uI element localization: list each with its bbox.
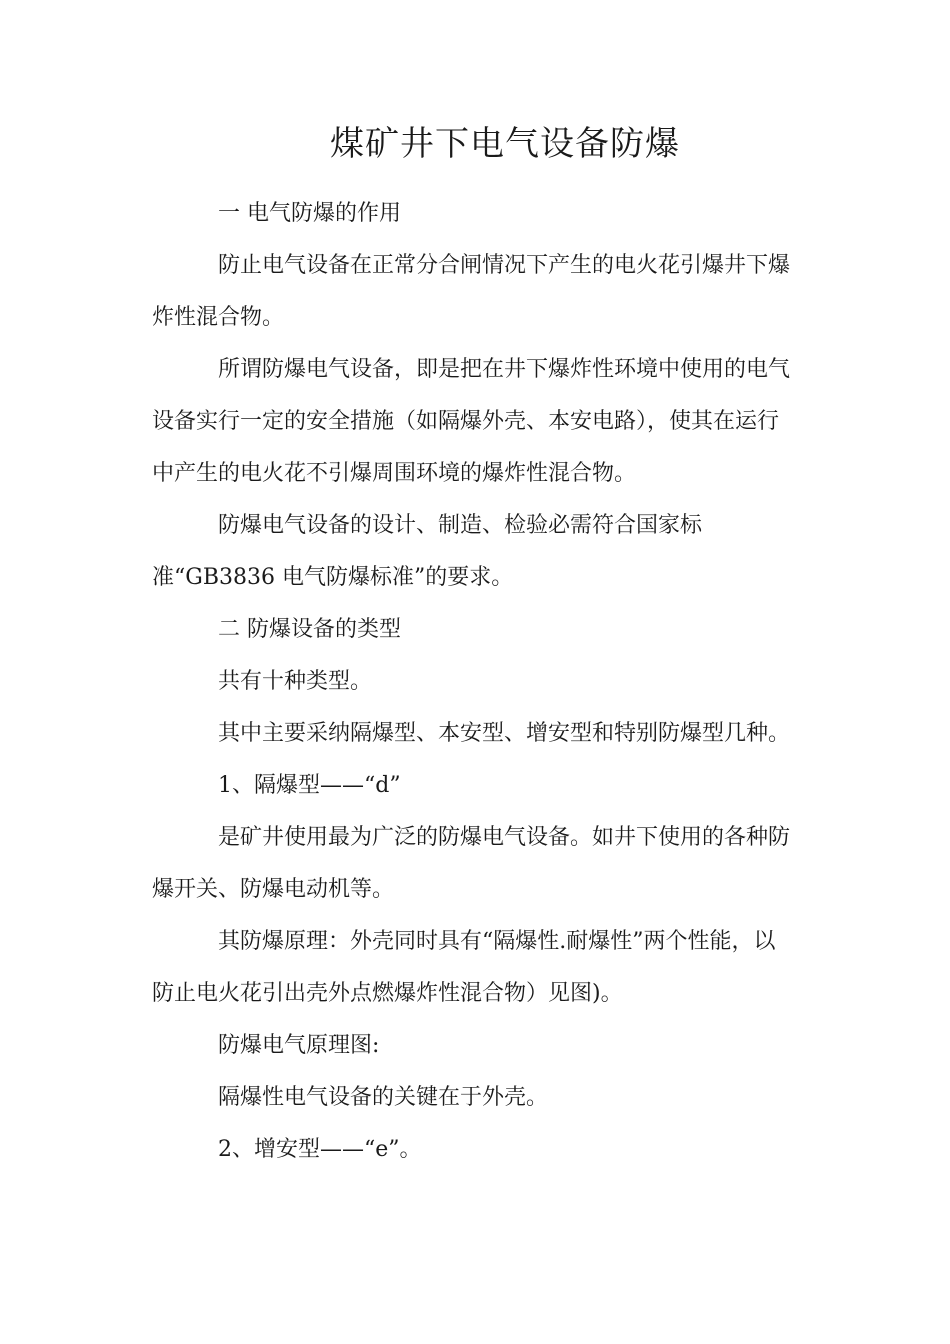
- paragraph-line: 其中主要采纳隔爆型、本安型、增安型和特别防爆型几种。: [218, 721, 791, 746]
- paragraph-line: 炸性混合物。: [152, 305, 285, 330]
- paragraph-line: 所谓防爆电气设备，即是把在井下爆炸性环境中使用的电气: [218, 357, 791, 382]
- subheading-increased-safety: [152, 1124, 812, 1176]
- paragraph-main-types: [152, 708, 812, 760]
- subheading-text: 2、增安型——“e”。: [218, 1137, 422, 1162]
- paragraph-line: 爆开关、防爆电动机等。: [152, 877, 395, 902]
- paragraph-line: 隔爆性电气设备的关键在于外壳。: [218, 1085, 549, 1110]
- paragraph-line: 中产生的电火花不引爆周围环境的爆炸性混合物。: [152, 461, 637, 486]
- paragraph-line: 是矿井使用最为广泛的防爆电气设备。如井下使用的各种防: [218, 825, 791, 850]
- subheading-flameproof: [152, 760, 812, 812]
- paragraph-line: 防爆电气原理图:: [218, 1033, 380, 1058]
- paragraph-line: 设备实行一定的安全措施（如隔爆外壳、本安电路），使其在运行: [152, 409, 780, 434]
- paragraph-definition: [152, 344, 812, 500]
- paragraph-flameproof-usage: [152, 812, 812, 916]
- paragraph-line: 准“GB3836 电气防爆标准”的要求。: [152, 565, 514, 590]
- paragraph-line: 防爆电气设备的设计、制造、检验必需符合国家标: [218, 513, 703, 538]
- section-heading-text: 二 防爆设备的类型: [218, 617, 401, 642]
- paragraph-line: 防止电火花引出壳外点燃爆炸性混合物）见图)。: [152, 981, 623, 1006]
- paragraph-line: 共有十种类型。: [218, 669, 373, 694]
- paragraph-flameproof-principle: [152, 916, 812, 1020]
- paragraph-line: 其防爆原理：外壳同时具有“隔爆性.耐爆性”两个性能，以: [218, 929, 776, 954]
- paragraph-standard: [152, 500, 812, 604]
- paragraph-enclosure-key: [152, 1072, 812, 1124]
- paragraph-line: 防止电气设备在正常分合闸情况下产生的电火花引爆井下爆: [218, 253, 791, 278]
- document-title: 煤矿井下电气设备防爆: [330, 124, 680, 164]
- subheading-text: 1、隔爆型——“d”: [218, 773, 401, 798]
- section-heading-text: 一 电气防爆的作用: [218, 201, 401, 226]
- section-heading-1: [152, 188, 812, 240]
- paragraph-types-count: [152, 656, 812, 708]
- paragraph-purpose: [152, 240, 812, 344]
- paragraph-diagram-caption: [152, 1020, 812, 1072]
- section-heading-2: [152, 604, 812, 656]
